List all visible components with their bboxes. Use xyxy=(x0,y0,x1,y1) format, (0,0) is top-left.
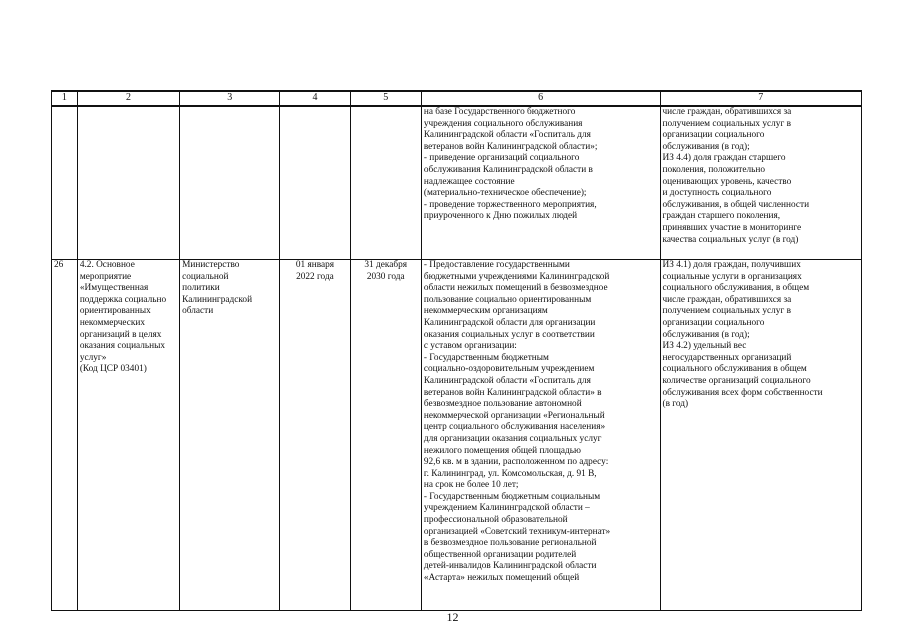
text-line: 2022 года xyxy=(296,271,334,282)
text-line: социальные услуги в организациях xyxy=(662,271,802,282)
text-line: организаций в целях xyxy=(79,329,162,340)
text-line: Калининградской xyxy=(182,294,253,305)
cell-responsible xyxy=(180,260,280,611)
text-line: г. Калининград, ул. Комсомольская, д. 91 В, xyxy=(423,468,597,479)
text-line: - Государственным бюджетным социальным xyxy=(423,491,601,502)
text-line: ветеранов войн Калининградской области» в xyxy=(423,387,602,398)
text-line: поколения, положительно xyxy=(662,164,765,175)
text-line: негосударственных организаций xyxy=(662,352,792,363)
text-line: в безвозмездное пользование региональной xyxy=(423,538,597,549)
table-row-continuation xyxy=(52,106,862,260)
text-line: оценивающих уровень, качество xyxy=(662,176,792,187)
text-line: обслуживания (в год); xyxy=(662,329,750,340)
text-line: социально-оздоровительным учреждением xyxy=(423,364,595,375)
text-line: поддержка социально xyxy=(79,294,167,305)
text-line: обслуживания всех форм собственности xyxy=(662,387,823,398)
text-line: социального обслуживания в общем xyxy=(662,364,807,375)
text-line: бюджетными учреждениями Калининградской xyxy=(423,271,610,282)
text-line: надлежащее состояние xyxy=(423,176,515,187)
header-row xyxy=(52,91,862,106)
text-line: 92,6 кв. м в здании, расположенном по адресу: xyxy=(423,457,609,468)
text-line: - Предоставление государственными xyxy=(423,260,570,270)
text-line: Министерство xyxy=(182,260,240,270)
text-line: граждан старшего поколения, xyxy=(662,211,781,222)
text-line: пользование социально ориентированным xyxy=(423,294,592,305)
text-line: Калининградской области «Госпиталь для xyxy=(423,375,591,386)
text-line: принявших участие в мониторинге xyxy=(662,222,802,233)
text-line: на базе Государственного бюджетного xyxy=(423,107,576,117)
text-line: обслуживания (в год); xyxy=(662,141,750,152)
text-line: области нежилых помещений в безвозмездное xyxy=(423,283,608,294)
text-line: получением социальных услуг в xyxy=(662,118,791,129)
col-header-1: 1 xyxy=(52,91,78,106)
text-line: - Государственным бюджетным xyxy=(423,352,549,363)
text-line: безвозмездное пользование автономной xyxy=(423,399,582,410)
text-line: для организации оказания социальных услуг xyxy=(423,433,602,444)
text-line: учреждения социального обслуживания xyxy=(423,118,583,129)
text-line: качества социальных услуг (в год) xyxy=(662,234,799,245)
text-line: оказания социальных xyxy=(79,341,166,352)
cell-empty xyxy=(180,106,280,260)
row-number: 26 xyxy=(52,260,78,611)
cell-indicators-continued xyxy=(660,106,862,260)
text-line: «Имущественная xyxy=(79,283,149,294)
text-line: организации социального xyxy=(662,130,765,141)
text-line: (материально-техническое обеспечение); xyxy=(423,188,587,199)
text-line: получением социальных услуг в xyxy=(662,306,791,317)
col-header-4: 4 xyxy=(280,91,350,106)
col-header-7: 7 xyxy=(660,91,862,106)
text-line: детей-инвалидов Калининградской области xyxy=(423,561,597,572)
text-line: на срок не более 10 лет; xyxy=(423,480,519,491)
text-line: приуроченного к Дню пожилых людей xyxy=(423,211,578,222)
text-line: с уставом организации: xyxy=(423,341,517,352)
text-line: некоммерческих xyxy=(79,317,146,328)
text-line: обслуживания Калининградской области в xyxy=(423,164,593,175)
cell-start-date xyxy=(280,260,350,611)
text-line: Калининградской области «Госпиталь для xyxy=(423,130,591,141)
text-line: некоммерческим организациям xyxy=(423,306,548,317)
text-line: учреждением Калининградской области – xyxy=(423,503,590,514)
text-line: нежилого помещения общей площадью xyxy=(423,445,581,456)
col-header-5: 5 xyxy=(350,91,421,106)
text-line: числе граждан, обратившихся за xyxy=(662,107,792,117)
text-line: политики xyxy=(182,283,220,294)
text-line: обслуживания, в общей численности xyxy=(662,199,810,210)
cell-activity-name xyxy=(77,260,179,611)
text-line: мероприятие xyxy=(79,271,132,282)
table-row-26 xyxy=(52,260,862,611)
text-line: «Астарта» нежилых помещений общей xyxy=(423,573,580,584)
program-table xyxy=(51,90,862,611)
text-line: числе граждан, обратившихся за xyxy=(662,294,792,305)
text-line: ветеранов войн Калининградской области»; xyxy=(423,141,598,152)
col-header-3: 3 xyxy=(180,91,280,106)
cell-empty xyxy=(350,106,421,260)
text-line: Калининградской области для организации xyxy=(423,317,596,328)
cell-end-date xyxy=(350,260,421,611)
text-line: - приведение организаций социального xyxy=(423,153,580,164)
text-line: ИЗ 4.1) доля граждан, получивших xyxy=(662,260,801,270)
page-number: 12 xyxy=(446,610,459,624)
text-line: центр социального обслуживания населения» xyxy=(423,422,606,433)
text-line: (Код ЦСР 03401) xyxy=(79,364,147,375)
text-line: 4.2. Основное xyxy=(79,260,135,270)
text-line: профессиональной образовательной xyxy=(423,515,568,526)
cell-empty xyxy=(280,106,350,260)
text-line: социальной xyxy=(182,271,229,282)
text-line: услуг» xyxy=(79,352,107,363)
text-line: некоммерческой организации «Региональный xyxy=(423,410,605,421)
col-header-2: 2 xyxy=(77,91,179,106)
text-line: оказания социальных услуг в соответствии xyxy=(423,329,595,340)
text-line: организации социального xyxy=(662,317,765,328)
text-line: 31 декабря xyxy=(364,260,408,270)
text-line: области xyxy=(182,306,214,317)
cell-measures-continued xyxy=(421,106,660,260)
text-line: социального обслуживания, в общем xyxy=(662,283,810,294)
text-line: и доступность социального xyxy=(662,188,772,199)
text-line: 01 января xyxy=(295,260,335,270)
text-line: - проведение торжественного мероприятия, xyxy=(423,199,597,210)
cell-indicators xyxy=(660,260,862,611)
text-line: ИЗ 4.2) удельный вес xyxy=(662,341,747,352)
col-header-6: 6 xyxy=(421,91,660,106)
cell-empty xyxy=(52,106,78,260)
text-line: ориентированных xyxy=(79,306,151,317)
text-line: количестве организаций социального xyxy=(662,375,811,386)
text-line: (в год) xyxy=(662,399,689,410)
text-line: общественной организации родителей xyxy=(423,549,577,560)
text-line: 2030 года xyxy=(366,271,405,282)
cell-empty xyxy=(77,106,179,260)
text-line: организацией «Советский техникум-интернат» xyxy=(423,526,611,537)
cell-measures xyxy=(421,260,660,611)
text-line: ИЗ 4.4) доля граждан старшего xyxy=(662,153,786,164)
